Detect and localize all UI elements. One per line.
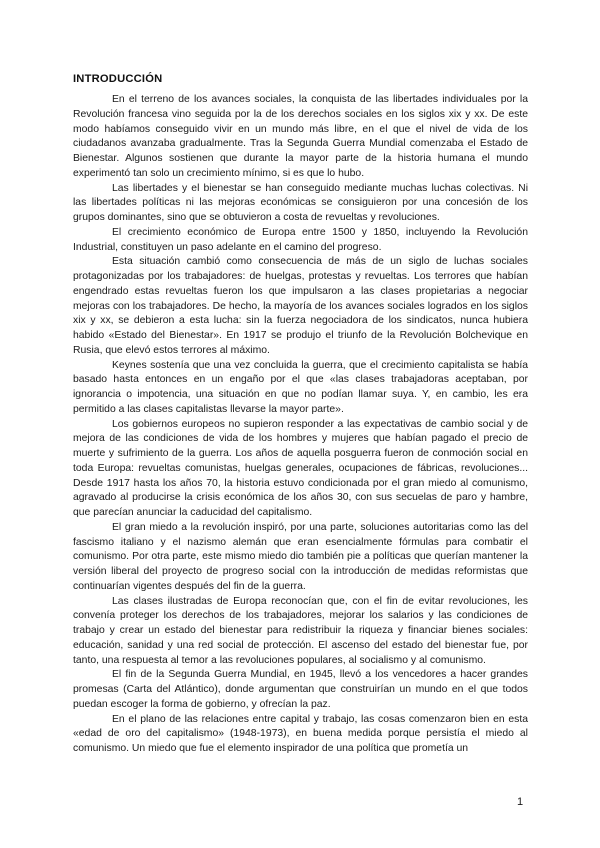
body-text bbox=[73, 93, 528, 757]
paragraph-2: Las libertades y el bienestar se han conseguido mediante muchas luchas colectivas. Ni las libertades políticas ni las mejoras económicas se consiguieron por una concesión de los grupos dominantes, sino que se obtuvieron a costa de revueltas y revoluciones. bbox=[73, 182, 528, 223]
paragraph-6: Los gobiernos europeos no supieron responder a las expectativas de cambio social y de mejora de las condiciones de vida de los hombres y mujeres que habían pagado el precio de muerte y sufrimiento de la guerra. Los años de aquella posguerra fueron de conmoción social en toda Europa: revueltas comunistas, huelgas generales, ocupaciones de fábricas, revoluciones... Desde 1917 hasta los años 70, la historia estuvo condicionada por el gran miedo al comunismo, agravado al producirse la crisis económica de los años 30, con sus secuelas de paro y hambre, que parecían anunciar la caducidad del capitalismo. bbox=[73, 418, 528, 518]
paragraph-1: En el terreno de los avances sociales, la conquista de las libertades individuales por la Revolución francesa vino seguida por la de los derechos sociales en los siglos xix y xx. De este modo habíamos conseguido vivir en un mundo más libre, en el que el nivel de vida de los ciudadanos avanzaba gradualmente. Tras la Segunda Guerra Mundial comenzaba el Estado de Bienestar. Algunos sostienen que durante la mayor parte de la historia humana el mundo experimentó tan solo un crecimiento mínimo, si es que lo hubo. bbox=[73, 94, 528, 179]
paragraph-10: En el plano de las relaciones entre capital y trabajo, las cosas comenzaron bien en esta «edad de oro del capitalismo» (1948-1973), en buena medida porque persistía el miedo al comunismo. Un miedo que fue el elemento inspirador de una política que prometía un bbox=[73, 713, 528, 754]
paragraph-4: Esta situación cambió como consecuencia de más de un siglo de luchas sociales protagonizadas por los trabajadores: de huelgas, protestas y revueltas. Los terrores que habían engendrado estas revueltas fueron los que impulsaron a las clases propietarias a negociar mejoras con los trabajadores. De hecho, la mayoría de los avances sociales logrados en los siglos xix y xx, se debieron a esta lucha: sin la fuerza negociadora de los sindicatos, nunca hubiera habido «Estado del Bienestar». En 1917 se produjo el triunfo de la Revolución Bolchevique en Rusia, que elevó estos terrores al máximo. bbox=[73, 256, 528, 356]
page-number: 1 bbox=[517, 796, 524, 808]
paragraph-3: El crecimiento económico de Europa entre 1500 y 1850, incluyendo la Revolución Industrial, constituyen un paso adelante en el camino del progreso. bbox=[73, 226, 528, 253]
section-heading: INTRODUCCIÓN bbox=[73, 73, 163, 85]
paragraph-8: Las clases ilustradas de Europa reconocían que, con el fin de evitar revoluciones, les convenía proteger los derechos de los trabajadores, mejorar los salarios y las condiciones de trabajo y crear un estado del bienestar para redistribuir la riqueza y financiar bienes sociales: educación, sanidad y una red social de protección. El ascenso del estado del bienestar fue, por tanto, una respuesta al temor a las revoluciones populares, al socialismo y al comunismo. bbox=[73, 595, 528, 666]
paragraph-5: Keynes sostenía que una vez concluida la guerra, que el crecimiento capitalista se había basado hasta entonces en un engaño por el que «las clases trabajadoras aceptaban, por ignorancia o impotencia, una situación en que no podían llamar suya. Y, en cambio, les era permitido a las clases capitalistas llevarse la mayor parte». bbox=[73, 359, 528, 415]
paragraph-7: El gran miedo a la revolución inspiró, por una parte, soluciones autoritarias como las del fascismo italiano y el nazismo alemán que eran esencialmente fórmulas para combatir el comunismo. Por otra parte, este mismo miedo dio también pie a políticas que querían mantener la versión liberal del proyecto de progreso social con la introducción de medidas reformistas que continuarían vigentes después del fin de la guerra. bbox=[73, 521, 528, 592]
paragraph-9: El fin de la Segunda Guerra Mundial, en 1945, llevó a los vencedores a hacer grandes promesas (Carta del Atlántico), donde argumentan que construirían un mundo en el que todos puedan escoger la forma de gobierno, y ofrecían la paz. bbox=[73, 669, 528, 710]
